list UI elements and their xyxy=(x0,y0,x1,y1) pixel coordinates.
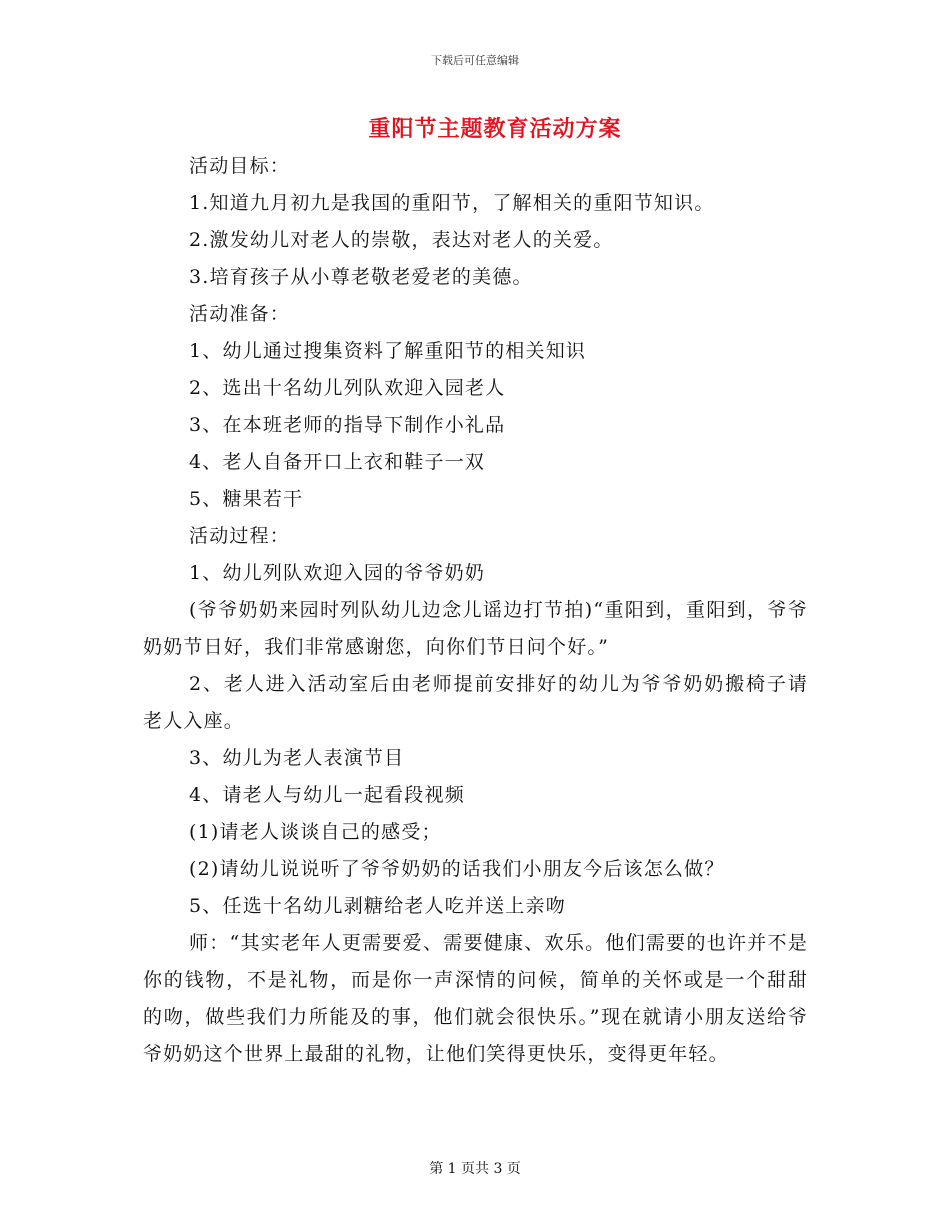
paragraph: 1、幼儿通过搜集资料了解重阳节的相关知识 xyxy=(189,340,587,362)
paragraph: 4、老人自备开口上衣和鞋子一双 xyxy=(189,451,486,473)
paragraph: 3、幼儿为老人表演节目 xyxy=(189,747,405,769)
paragraph: 3、在本班老师的指导下制作小礼品 xyxy=(189,414,506,436)
document-title: 重阳节主题教育活动方案 xyxy=(368,116,622,142)
paragraph: 5、糖果若干 xyxy=(189,488,304,510)
paragraph: 5、任选十名幼儿剥糖给老人吃并送上亲吻 xyxy=(189,895,566,917)
header-note: 下载后可任意编辑 xyxy=(431,54,519,67)
paragraph: 师：“其实老年人更需要爱、需要健康、欢乐。他们需要的也许并不是你的钱物，不是礼物，而是你一声深情的问候，简单的关怀或是一个甜甜的吻，做些我们力所能及的事，他们就会很快乐。”现在就请小朋友送给爷爷奶奶这个世界上最甜的礼物，让他们笑得更快乐，变得更年轻。 xyxy=(143,932,808,1065)
paragraph: (2)请幼儿说说听了爷爷奶奶的话我们小朋友今后该怎么做？ xyxy=(189,858,725,880)
paragraph: (爷爷奶奶来园时列队幼儿边念儿谣边打节拍)“重阳到，重阳到，爷爷奶奶节日好，我们非常感谢您，向你们节日问个好。” xyxy=(143,599,808,658)
paragraph: 1、幼儿列队欢迎入园的爷爷奶奶 xyxy=(189,562,486,584)
paragraph: 1.知道九月初九是我国的重阳节，了解相关的重阳节知识。 xyxy=(189,192,715,214)
page-footer: 第 1 页共 3 页 xyxy=(429,1161,521,1177)
paragraph: 活动准备： xyxy=(189,303,291,325)
paragraph: 2、选出十名幼儿列队欢迎入园老人 xyxy=(189,377,506,399)
document-body xyxy=(143,148,808,1073)
paragraph: 4、请老人与幼儿一起看段视频 xyxy=(189,784,465,806)
paragraph: (1)请老人谈谈自己的感受； xyxy=(189,821,442,843)
paragraph: 活动过程： xyxy=(189,525,291,547)
paragraph: 3.培育孩子从小尊老敬老爱老的美德。 xyxy=(189,266,533,288)
paragraph: 2、老人进入活动室后由老师提前安排好的幼儿为爷爷奶奶搬椅子请老人入座。 xyxy=(143,673,808,732)
paragraph: 活动目标： xyxy=(189,155,291,177)
paragraph: 2.激发幼儿对老人的崇敬，表达对老人的关爱。 xyxy=(189,229,614,251)
